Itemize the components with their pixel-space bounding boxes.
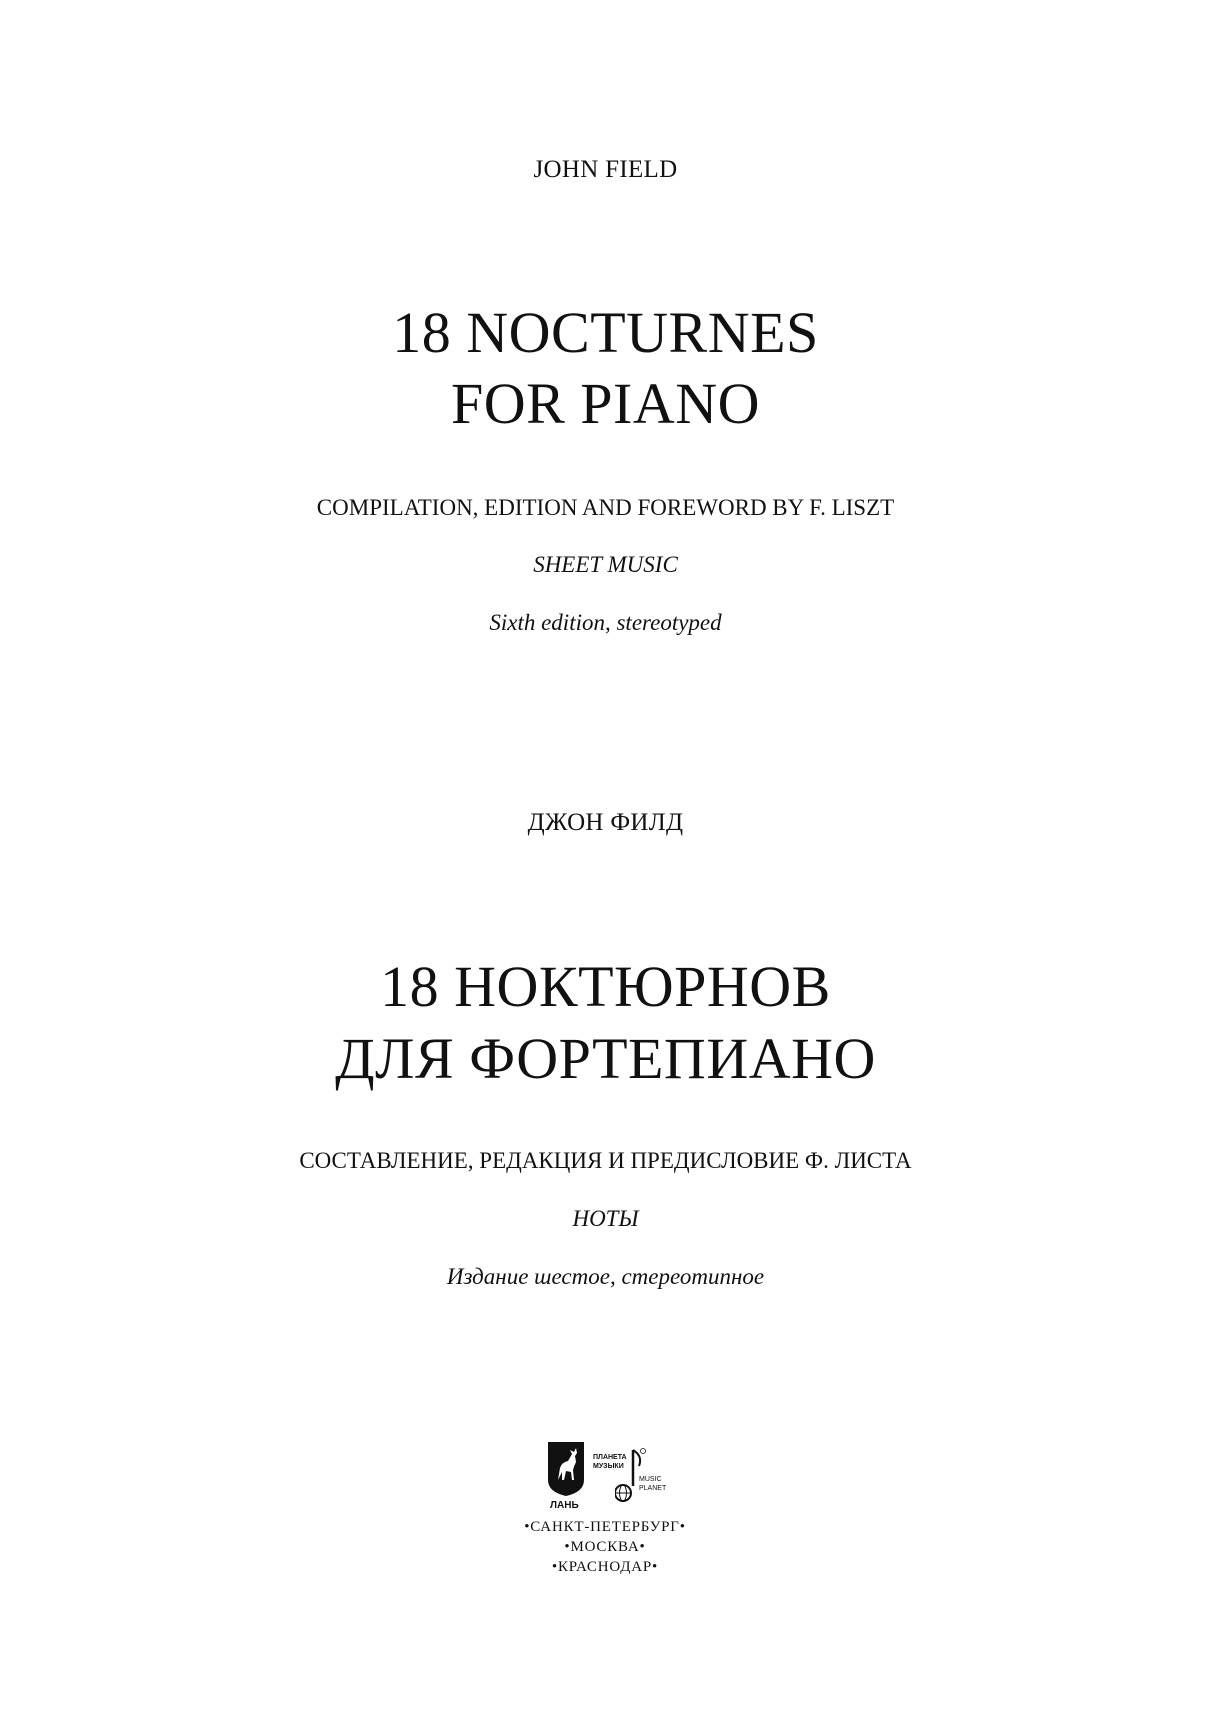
title-russian-line2: ДЛЯ ФОРТЕПИАНО [335,1026,876,1091]
edition-english: Sixth edition, stereotyped [489,610,722,635]
deer-shield-icon [546,1440,586,1498]
planet-en-line2: PLANET [639,1485,667,1492]
city-line-3: •КРАСНОДАР• [551,1559,659,1575]
compilation-russian: СОСТАВЛЕНИЕ, РЕДАКЦИЯ И ПРЕДИСЛОВИЕ Ф. ЛИСТА [299,1148,912,1173]
planet-ru-line2: МУЗЫКИ [593,1463,624,1470]
genre-russian: НОТЫ [572,1206,639,1231]
edition-russian: Издание шестое, стереотипное [446,1264,765,1289]
planet-en-line1: MUSIC [639,1476,662,1483]
compilation-english: COMPILATION, EDITION AND FOREWORD BY F. LISZT [316,495,895,520]
title-russian-line1: 18 НОКТЮРНОВ [380,954,831,1019]
city-line-2: •МОСКВА• [564,1539,646,1555]
lan-logo [546,1440,586,1512]
author-russian: ДЖОН ФИЛД [527,809,684,836]
title-english-line2: FOR PIANO [450,371,761,436]
genre-english: SHEET MUSIC [533,552,678,577]
lan-label: ЛАНЬ [550,1500,579,1511]
title-english-line1: 18 NOCTURNES [392,300,819,365]
publisher-block [505,1440,705,1580]
music-planet-logo [593,1448,683,1510]
author-english: JOHN FIELD [533,156,678,183]
city-line-1: •САНКТ-ПЕТЕРБУРГ• [524,1519,686,1535]
planet-ru-line1: ПЛАНЕТА [593,1454,627,1461]
